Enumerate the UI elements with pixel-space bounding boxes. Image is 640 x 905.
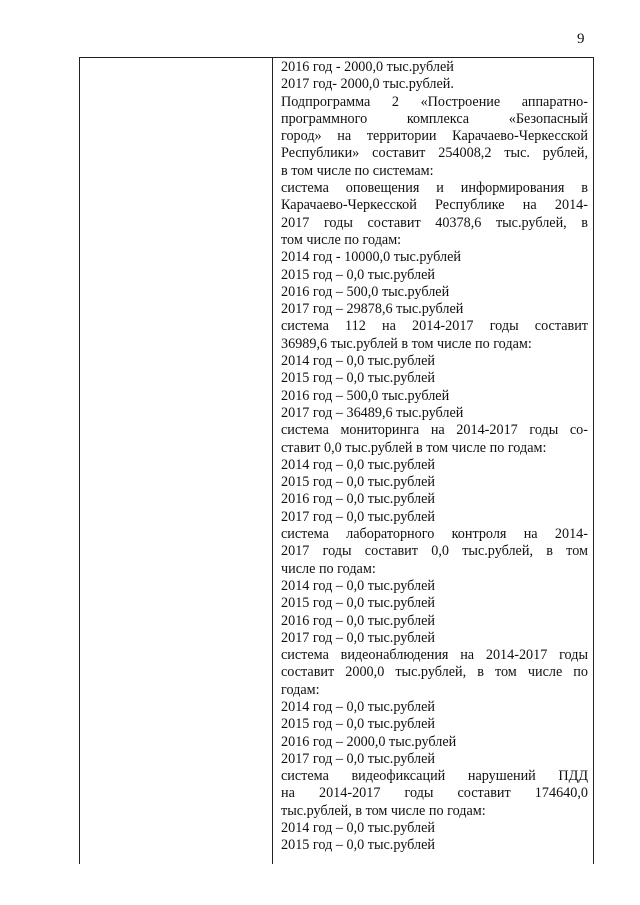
text-line: 2014 год – 0,0 тыс.рублей [281,456,435,473]
text-line: 2017 годы составит 0,0 тыс.рублей, в том [281,543,588,560]
text-line: годам: [281,681,320,698]
text-line: 2017 год – 0,0 тыс.рублей [281,750,435,767]
text-line: 2016 год – 0,0 тыс.рублей [281,491,435,508]
text-line: 2015 год – 0,0 тыс.рублей [281,595,435,612]
text-line: 2017 год – 0,0 тыс.рублей [281,508,435,525]
text-line: 2016 год - 2000,0 тыс.рублей [281,59,454,75]
text-line: 2014 год – 0,0 тыс.рублей [281,820,435,837]
text-line: система видеонаблюдения на 2014-2017 годы [281,647,588,664]
text-line: система мониторинга на 2014-2017 годы со- [281,422,588,439]
page-number: 9 [577,31,585,47]
text-line: составит 2000,0 тыс.рублей, в том числе по [281,664,588,681]
text-line: 2016 год – 500,0 тыс.рублей [281,283,450,300]
text-line: 2015 год – 0,0 тыс.рублей [281,474,435,491]
text-line: 2014 год - 10000,0 тыс.рублей [281,249,461,266]
text-line: ставит 0,0 тыс.рублей в том числе по годам: [281,439,547,456]
text-line: в том числе по системам: [281,162,434,179]
text-line: том числе по годам: [281,231,402,248]
text-line: 2017 год- 2000,0 тыс.рублей. [281,76,454,93]
text-line: город» на территории Карачаево-Черкесской [281,128,588,145]
document-table [79,57,594,864]
text-line: Подпрограмма 2 «Построение аппаратно- [281,93,588,110]
text-line: 2017 годы составит 40378,6 тыс.рублей, в [281,214,588,231]
text-line: система лабораторного контроля на 2014- [281,526,588,543]
text-line: 2016 год – 0,0 тыс.рублей [281,612,435,629]
text-line: 2015 год – 0,0 тыс.рублей [281,266,435,283]
column-divider [272,58,273,864]
text-line: 2015 год – 0,0 тыс.рублей [281,370,435,387]
text-line: 2014 год – 0,0 тыс.рублей [281,577,435,594]
text-line: Республики» составит 254008,2 тыс. рублей, [281,145,588,162]
text-line: 2017 год – 0,0 тыс.рублей [281,629,435,646]
text-line: тыс.рублей, в том числе по годам: [281,802,486,819]
text-line: на 2014-2017 годы составит 174640,0 [281,785,588,802]
funding-text-cell [281,59,588,855]
text-line: 2014 год – 0,0 тыс.рублей [281,353,435,370]
text-line: система 112 на 2014-2017 годы составит [281,318,588,335]
text-line: 2015 год – 0,0 тыс.рублей [281,716,435,733]
text-line: числе по годам: [281,560,376,577]
text-line: система видеофиксаций нарушений ПДД [281,768,588,785]
text-line: 2017 год – 36489,6 тыс.рублей [281,404,464,421]
text-line: 2016 год – 500,0 тыс.рублей [281,387,450,404]
text-line: система оповещения и информирования в [281,180,588,197]
text-line: программного комплекса «Безопасный [281,110,588,127]
text-line: 2016 год – 2000,0 тыс.рублей [281,733,457,750]
text-line: Карачаево-Черкесской Республике на 2014- [281,197,588,214]
text-line: 2014 год – 0,0 тыс.рублей [281,698,435,715]
text-line: 36989,6 тыс.рублей в том числе по годам: [281,335,532,352]
text-line: 2017 год – 29878,6 тыс.рублей [281,301,464,318]
text-line: 2015 год – 0,0 тыс.рублей [281,837,435,854]
